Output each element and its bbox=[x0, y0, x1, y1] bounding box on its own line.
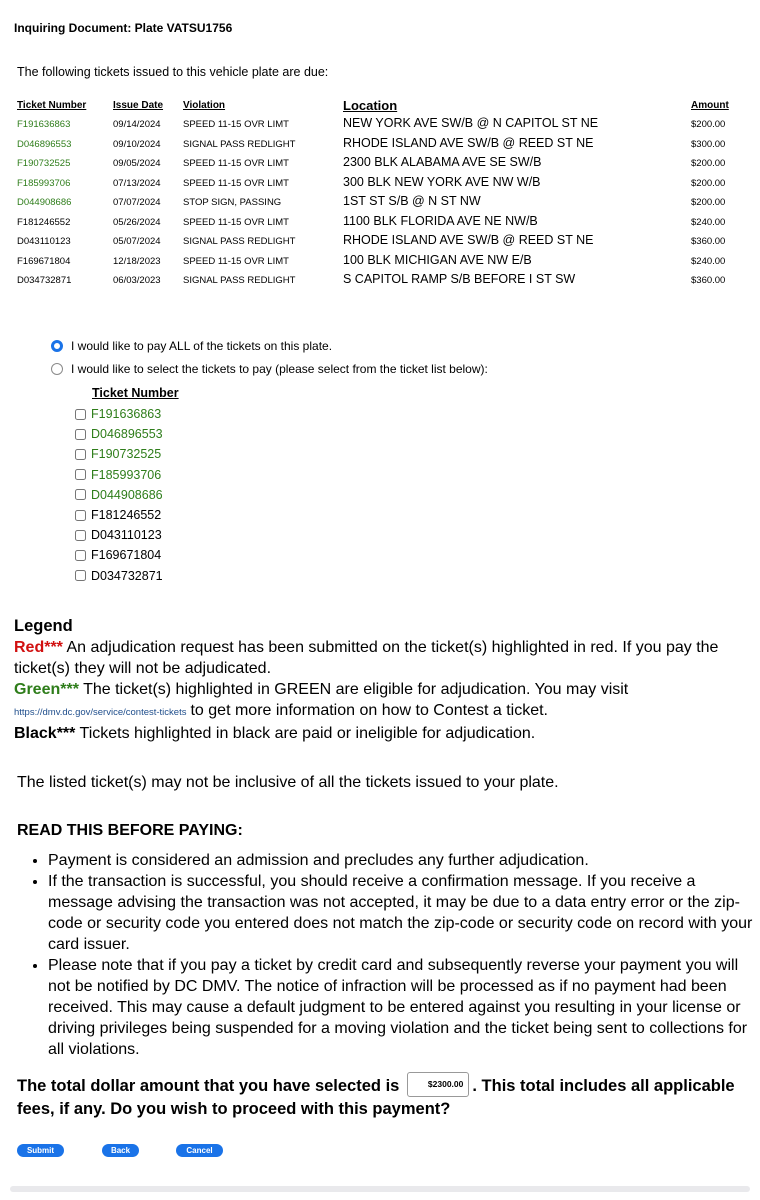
legend-red-label: Red*** bbox=[14, 639, 63, 656]
table-row bbox=[17, 193, 737, 213]
legend-green-label: Green*** bbox=[14, 681, 79, 698]
location-cell: RHODE ISLAND AVE SW/B @ REED ST NE bbox=[343, 233, 594, 247]
ticket-number-cell: D034732871 bbox=[17, 275, 72, 286]
header-ticket-number: Ticket Number bbox=[17, 100, 87, 111]
issue-date-cell: 12/18/2023 bbox=[113, 255, 161, 267]
location-cell: 2300 BLK ALABAMA AVE SE SW/B bbox=[343, 155, 542, 169]
ticket-select-item[interactable] bbox=[75, 424, 163, 444]
amount-cell: $200.00 bbox=[691, 177, 726, 189]
issue-date-cell: 05/26/2024 bbox=[113, 216, 161, 228]
table-row bbox=[17, 232, 737, 252]
table-body bbox=[17, 115, 737, 291]
location-cell: RHODE ISLAND AVE SW/B @ REED ST NE bbox=[343, 135, 594, 150]
total-amount-statement bbox=[17, 1074, 737, 1120]
ticket-checkbox-label: F190732525 bbox=[91, 447, 162, 462]
amount-cell: $360.00 bbox=[691, 275, 726, 286]
ticket-checkbox[interactable] bbox=[75, 449, 86, 460]
amount-cell: $200.00 bbox=[691, 197, 726, 208]
issue-date-cell: 05/07/2024 bbox=[113, 236, 161, 247]
page-title: Inquiring Document: Plate VATSU1756 bbox=[14, 21, 233, 35]
bullet-item: • Please note that if you pay a ticket by credit card and subsequently reverse your payment you will not be notified by DC DMV. The notice of infraction will be processed as if no payment had been received. This may cause a default judgment to be entered against you resulting in your license or driving privileges being suspended for a moving violation and the ticket being sent to collections for all violations. bbox=[48, 955, 760, 1060]
total-suffix: . This total includes all applicable fees, if any. Do you wish to proceed with this payment? bbox=[17, 1076, 735, 1118]
select-tickets-label: I would like to select the tickets to pay (please select from the ticket list below): bbox=[71, 362, 488, 376]
ticket-select-item[interactable] bbox=[75, 404, 163, 424]
select-list-header: Ticket Number bbox=[92, 386, 179, 400]
ticket-number-cell: D043110123 bbox=[17, 236, 71, 247]
ticket-checkbox[interactable] bbox=[75, 469, 86, 480]
ticket-select-item[interactable] bbox=[75, 525, 163, 545]
bullet-item: • Payment is considered an admission and precludes any further adjudication. bbox=[48, 850, 760, 871]
ticket-select-list bbox=[75, 404, 163, 586]
location-cell: 1100 BLK FLORIDA AVE NE NW/B bbox=[343, 213, 538, 228]
legend-black-label: Black*** bbox=[14, 725, 76, 742]
pay-all-label: I would like to pay ALL of the tickets on this plate. bbox=[71, 339, 333, 353]
pay-all-radio[interactable] bbox=[51, 340, 63, 352]
header-location: Location bbox=[343, 98, 398, 113]
amount-cell: $360.00 bbox=[691, 236, 726, 247]
location-cell: NEW YORK AVE SW/B @ N CAPITOL ST NE bbox=[343, 116, 599, 130]
pay-all-option[interactable] bbox=[51, 339, 332, 353]
table-row bbox=[17, 174, 737, 194]
table-row bbox=[17, 252, 737, 272]
submit-button[interactable]: Submit bbox=[17, 1144, 64, 1157]
violation-cell: SIGNAL PASS REDLIGHT bbox=[183, 236, 296, 247]
ticket-checkbox[interactable] bbox=[75, 510, 86, 521]
back-button[interactable]: Back bbox=[102, 1144, 139, 1157]
ticket-select-item[interactable] bbox=[75, 566, 163, 586]
ticket-checkbox-label: D044908686 bbox=[91, 487, 163, 502]
legend-red-text: An adjudication request has been submitted on the ticket(s) highlighted in red. If you pay the ticket(s) they will not be adjudicated. bbox=[14, 639, 719, 677]
location-cell: 300 BLK NEW YORK AVE NW W/B bbox=[343, 174, 541, 189]
legend-black-text: Tickets highlighted in black are paid or ineligible for adjudication. bbox=[79, 725, 536, 742]
issue-date-cell: 06/03/2023 bbox=[113, 275, 161, 286]
amount-cell: $240.00 bbox=[691, 216, 726, 228]
table-row bbox=[17, 271, 737, 291]
legend bbox=[14, 616, 750, 744]
read-before-title: READ THIS BEFORE PAYING: bbox=[17, 822, 243, 839]
ticket-checkbox[interactable] bbox=[75, 530, 86, 541]
location-cell: S CAPITOL RAMP S/B BEFORE I ST SW bbox=[343, 272, 576, 286]
ticket-checkbox-label: D043110123 bbox=[91, 528, 162, 543]
ticket-select-item[interactable] bbox=[75, 485, 163, 505]
header-amount: Amount bbox=[691, 100, 729, 111]
amount-cell: $200.00 bbox=[691, 158, 726, 169]
violation-cell: SIGNAL PASS REDLIGHT bbox=[183, 138, 296, 150]
ticket-checkbox[interactable] bbox=[75, 409, 86, 420]
ticket-select-item[interactable] bbox=[75, 545, 163, 565]
ticket-select-item[interactable] bbox=[75, 465, 163, 485]
location-cell: 100 BLK MICHIGAN AVE NW E/B bbox=[343, 252, 532, 267]
horizontal-scrollbar[interactable] bbox=[10, 1186, 750, 1192]
ticket-number-cell: D044908686 bbox=[17, 197, 72, 208]
amount-cell: $300.00 bbox=[691, 138, 726, 150]
ticket-checkbox-label: F169671804 bbox=[91, 548, 162, 563]
amount-cell: $240.00 bbox=[691, 255, 726, 267]
tickets-table bbox=[17, 100, 737, 291]
bullet-item: • If the transaction is successful, you should receive a confirmation message. If you receive a message advising the transaction was not accepted, it may be due to a data entry error or the zip-code or security code you entered does not match the zip-code or security code on record with your card issuer. bbox=[48, 871, 760, 955]
violation-cell: SPEED 11-15 OVR LIMT bbox=[183, 216, 289, 228]
ticket-checkbox[interactable] bbox=[75, 570, 86, 581]
legend-green bbox=[14, 679, 750, 723]
read-before-list bbox=[24, 850, 760, 1060]
table-row bbox=[17, 154, 737, 174]
violation-cell: SPEED 11-15 OVR LIMT bbox=[183, 255, 289, 267]
table-row bbox=[17, 115, 737, 135]
issue-date-cell: 09/05/2024 bbox=[113, 158, 161, 169]
legend-green-text-2: to get more information on how to Contest a ticket. bbox=[190, 702, 548, 719]
issue-date-cell: 07/13/2024 bbox=[113, 177, 161, 189]
issue-date-cell: 09/14/2024 bbox=[113, 119, 161, 130]
violation-cell: SPEED 11-15 OVR LIMT bbox=[183, 119, 289, 130]
ticket-checkbox[interactable] bbox=[75, 429, 86, 440]
violation-cell: SPEED 11-15 OVR LIMT bbox=[183, 158, 289, 169]
table-header bbox=[17, 100, 737, 115]
ticket-checkbox-label: F191636863 bbox=[91, 407, 162, 422]
ticket-number-cell: F185993706 bbox=[17, 177, 71, 189]
legend-green-text: The ticket(s) highlighted in GREEN are eligible for adjudication. You may visit bbox=[83, 681, 629, 698]
violation-cell: SPEED 11-15 OVR LIMT bbox=[183, 177, 289, 189]
ticket-checkbox[interactable] bbox=[75, 489, 86, 500]
violation-cell: STOP SIGN, PASSING bbox=[183, 197, 282, 208]
issue-date-cell: 07/07/2024 bbox=[113, 197, 161, 208]
violation-cell: SIGNAL PASS REDLIGHT bbox=[183, 275, 296, 286]
ticket-checkbox-label: F185993706 bbox=[91, 467, 162, 482]
amount-cell: $200.00 bbox=[691, 119, 726, 130]
ticket-checkbox-label: D046896553 bbox=[91, 427, 163, 442]
location-cell: 1ST ST S/B @ N ST NW bbox=[343, 194, 481, 208]
ticket-number-cell: F181246552 bbox=[17, 216, 71, 228]
select-tickets-option[interactable] bbox=[51, 362, 488, 376]
legend-black bbox=[14, 723, 750, 744]
issue-date-cell: 09/10/2024 bbox=[113, 138, 161, 150]
total-prefix: The total dollar amount that you have selected is bbox=[17, 1076, 400, 1095]
header-issue-date: Issue Date bbox=[113, 100, 164, 111]
ticket-checkbox[interactable] bbox=[75, 550, 86, 561]
ticket-number-cell: D046896553 bbox=[17, 138, 72, 150]
legend-red bbox=[14, 637, 750, 679]
cancel-button[interactable]: Cancel bbox=[176, 1144, 223, 1157]
ticket-checkbox-label: F181246552 bbox=[91, 508, 162, 523]
header-violation: Violation bbox=[183, 100, 226, 111]
ticket-number-cell: F169671804 bbox=[17, 255, 71, 267]
ticket-select-item[interactable] bbox=[75, 444, 163, 464]
ticket-number-cell: F191636863 bbox=[17, 119, 71, 130]
intro-text: The following tickets issued to this vehicle plate are due: bbox=[17, 65, 329, 79]
ticket-checkbox-label: D034732871 bbox=[91, 568, 163, 583]
ticket-select-item[interactable] bbox=[75, 505, 163, 525]
disclaimer-text: The listed ticket(s) may not be inclusive of all the tickets issued to your plate. bbox=[17, 774, 559, 791]
ticket-number-cell: F190732525 bbox=[17, 158, 71, 169]
table-row bbox=[17, 135, 737, 155]
legend-title: Legend bbox=[14, 617, 73, 635]
select-tickets-radio[interactable] bbox=[51, 363, 63, 375]
contest-tickets-link[interactable]: https://dmv.dc.gov/service/contest-tickets bbox=[14, 707, 187, 718]
total-amount-field: $2300.00 bbox=[407, 1072, 469, 1097]
table-row bbox=[17, 213, 737, 233]
